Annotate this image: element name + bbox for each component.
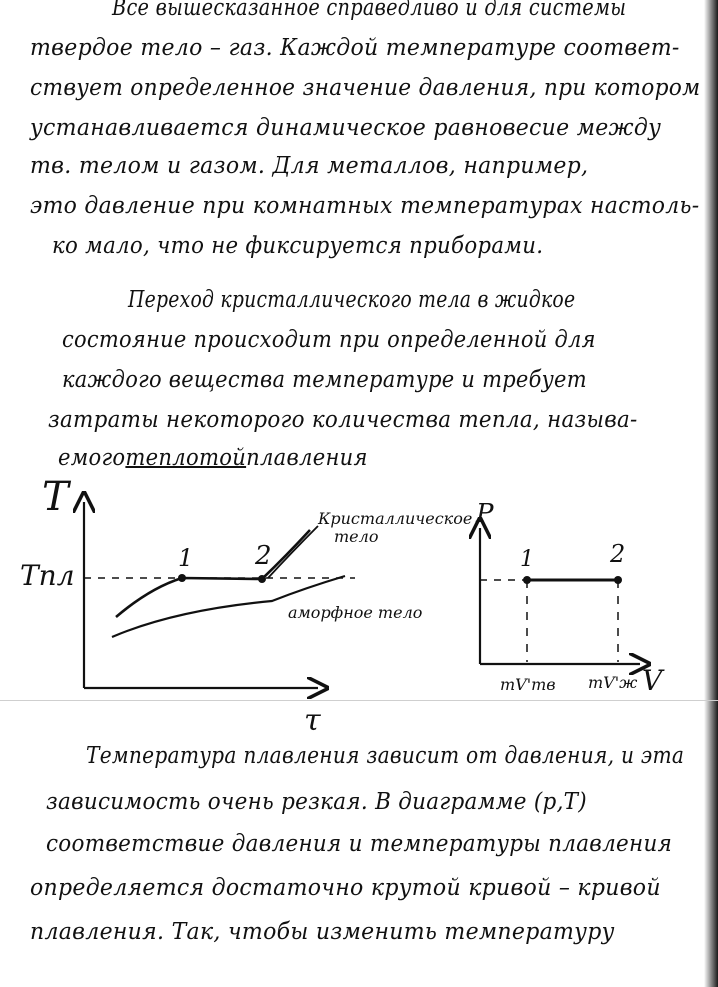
right-x-label: V (642, 664, 663, 697)
left-point1-label: 1 (178, 544, 194, 572)
tick-label-liquid: mV'ж (588, 673, 638, 692)
right-y-label: P (476, 499, 494, 529)
point-1-marker (178, 574, 186, 582)
text-line: определяется достаточно крутой кривой – кривой (30, 875, 661, 901)
point-2-marker (258, 575, 266, 583)
right-point1-label: 1 (520, 547, 534, 572)
left-graph (20, 474, 472, 738)
right-point-1 (523, 576, 531, 584)
text-line: каждого вещества температуре и требует (62, 367, 587, 393)
text-line: плавления. Так, чтобы изменить температуру (30, 919, 615, 945)
text-line: устанавливается динамическое равновесие между (30, 115, 662, 141)
amorphous-label: аморфное тело (288, 603, 423, 622)
crystal-label-1: Кристаллическое (318, 509, 473, 528)
text-line: зависимость очень резкая. В диаграмме (p,T) (46, 789, 587, 815)
right-graph (475, 499, 665, 697)
right-point2-label: 2 (610, 540, 626, 568)
text-line: твердое тело – газ. Каждой температуре соответ- (30, 35, 680, 61)
text-line: ствует определенное значение давления, при котором (30, 75, 701, 101)
right-point-2 (614, 576, 622, 584)
text-line: ко мало, что не фиксируется приборами. (52, 233, 544, 259)
text-line: емоготеплотойплавления (58, 438, 700, 478)
text-line: это давление при комнатных температурах настоль- (30, 193, 700, 219)
term-underlined: теплотой (125, 445, 247, 471)
crystal-curve (116, 530, 310, 617)
text-line: затраты некоторого количества тепла, называ- (48, 407, 638, 433)
left-point2-label: 2 (255, 541, 272, 571)
text-line: состояние происходит при определенной для (62, 327, 596, 353)
text-line: Все вышесказанное справедливо и для системы (112, 0, 627, 21)
melting-temp-label: Tпл (20, 559, 75, 592)
text-line: Температура плавления зависит от давления, и эта (86, 743, 685, 769)
crystal-label-2: тело (334, 527, 379, 546)
text-line: Переход кристаллического тела в жидкое (128, 287, 576, 313)
left-y-label: T (42, 474, 69, 520)
crystal-curve-upper (268, 526, 318, 578)
left-x-label: τ (304, 703, 321, 738)
text-line: тв. телом и газом. Для металлов, например, (30, 153, 589, 179)
text-line: соответствие давления и температуры плавления (46, 831, 673, 857)
tick-label-solid: mV'тв (500, 675, 556, 694)
